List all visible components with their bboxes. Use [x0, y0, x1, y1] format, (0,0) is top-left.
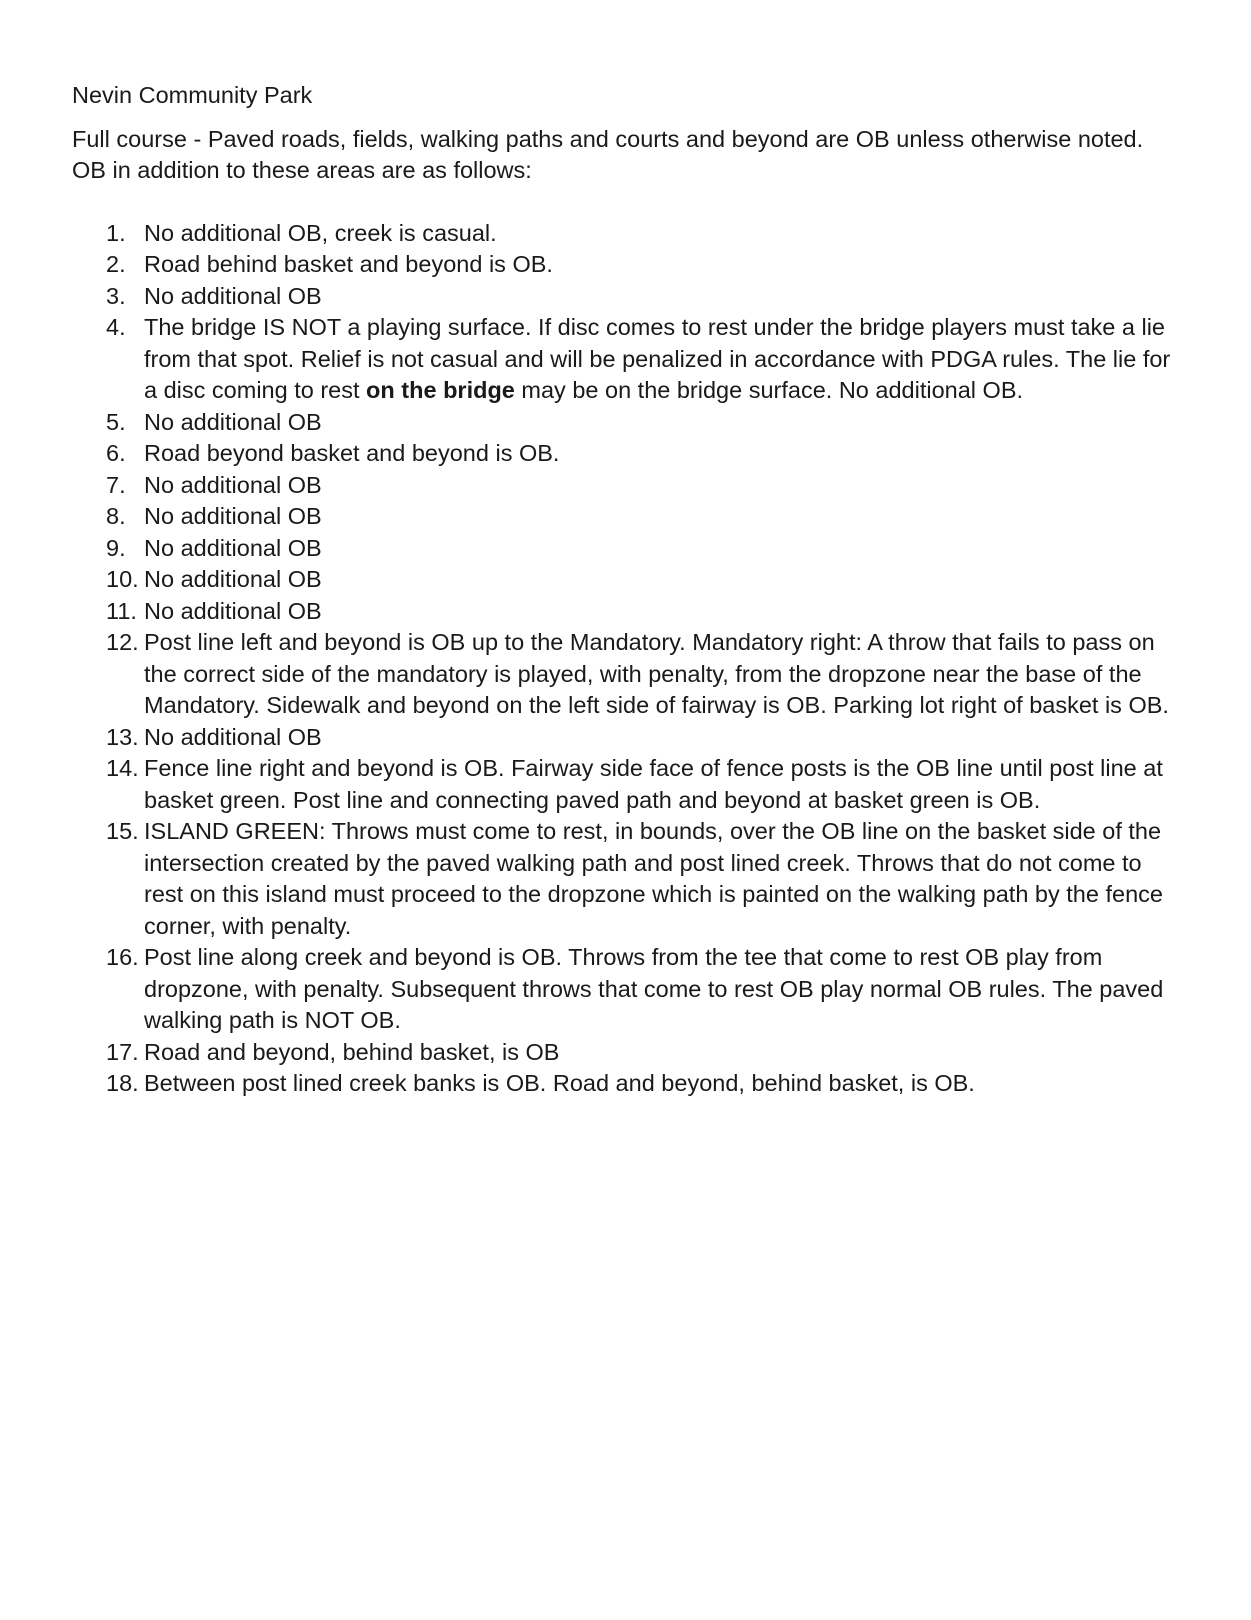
- rule-item: [72, 249, 1182, 281]
- rule-item: [72, 501, 1182, 533]
- rule-text-part: may be on the bridge surface. No additional OB.: [514, 377, 1024, 403]
- rule-text: Road beyond basket and beyond is OB.: [144, 440, 560, 466]
- rule-item: [72, 407, 1182, 439]
- rule-number: 11.: [106, 597, 137, 624]
- rule-text: No additional OB: [144, 723, 322, 750]
- document-title: Nevin Community Park: [72, 82, 313, 108]
- rule-number: 16.: [106, 944, 139, 970]
- rule-item: [72, 281, 1182, 313]
- rule-number: 5.: [106, 408, 126, 435]
- rule-number: 14.: [106, 755, 139, 781]
- rule-item: [72, 1068, 1182, 1100]
- rule-item: [72, 753, 1182, 816]
- rule-text-part: The bridge IS NOT a playing surface. If disc comes to rest under the bridge players must take a lie from that spot. Relief is not casual and will be penalized in accordance with PDGA rules. The lie for a disc coming to rest: [144, 314, 1171, 403]
- rule-text: No additional OB: [144, 597, 322, 624]
- rule-text: No additional OB: [144, 282, 322, 309]
- rule-text: ISLAND GREEN: Throws must come to rest, in bounds, over the OB line on the basket side of the intersection created by the paved walking path and post lined creek. Throws that do not come to rest on this island must proceed to the dropzone which is painted on the walking path by the fence corner, with penalty.: [144, 818, 1163, 939]
- document-page: [72, 80, 1182, 1100]
- rule-text: No additional OB, creek is casual.: [144, 219, 497, 246]
- rule-item: [72, 218, 1182, 250]
- rule-text: [144, 314, 1170, 403]
- rule-number: 9.: [106, 534, 126, 561]
- rule-number: 10.: [106, 566, 139, 592]
- intro-paragraph: Full course - Paved roads, fields, walking paths and courts and beyond are OB unless otherwise noted. OB in addition to these areas are as follows:: [72, 125, 1144, 183]
- rule-text: No additional OB: [144, 408, 322, 435]
- hole-rules-list: [72, 218, 1182, 1100]
- rule-text: Road behind basket and beyond is OB.: [144, 251, 553, 277]
- rule-number: 2.: [106, 251, 126, 277]
- rule-text: No additional OB: [144, 503, 322, 529]
- rule-item: [72, 564, 1182, 596]
- rule-text: Post line along creek and beyond is OB. Throws from the tee that come to rest OB play from dropzone, with penalty. Subsequent throws that come to rest OB play normal OB rules. The paved walking path is NOT OB.: [144, 944, 1164, 1033]
- rule-item: [72, 942, 1182, 1037]
- rule-number: 1.: [106, 219, 126, 246]
- rule-text: Between post lined creek banks is OB. Road and beyond, behind basket, is OB.: [144, 1070, 975, 1096]
- rule-text: No additional OB: [144, 471, 322, 498]
- rule-number: 18.: [106, 1070, 139, 1096]
- rule-number: 3.: [106, 282, 126, 309]
- rule-text: Fence line right and beyond is OB. Fairway side face of fence posts is the OB line until post line at basket green. Post line and connecting paved path and beyond at basket green is OB.: [144, 755, 1163, 813]
- rule-item: [72, 470, 1182, 502]
- rule-item: [72, 627, 1182, 722]
- rule-item: [72, 722, 1182, 754]
- rule-number: 13.: [106, 723, 139, 750]
- rule-item: [72, 816, 1182, 942]
- rule-item: [72, 1037, 1182, 1069]
- rule-number: 7.: [106, 471, 126, 498]
- rule-item: [72, 533, 1182, 565]
- rule-number: 6.: [106, 440, 126, 466]
- rule-number: 15.: [106, 818, 139, 844]
- rule-number: 4.: [106, 314, 126, 340]
- rule-item: [72, 312, 1182, 407]
- rule-text: No additional OB: [144, 534, 322, 561]
- rule-text-emphasis: on the bridge: [366, 377, 515, 403]
- rule-item: [72, 438, 1182, 470]
- rule-number: 17.: [106, 1038, 139, 1065]
- rule-number: 12.: [106, 629, 139, 655]
- rule-text: Road and beyond, behind basket, is OB: [144, 1038, 560, 1065]
- rule-item: [72, 596, 1182, 628]
- rule-text: Post line left and beyond is OB up to the Mandatory. Mandatory right: A throw that fails to pass on the correct side of the mandatory is played, with penalty, from the dropzone near the base of the Mandatory. Sidewalk and beyond on the left side of fairway is OB. Parking lot right of basket is OB.: [144, 629, 1169, 718]
- rule-text: No additional OB: [144, 566, 322, 592]
- rule-number: 8.: [106, 503, 126, 529]
